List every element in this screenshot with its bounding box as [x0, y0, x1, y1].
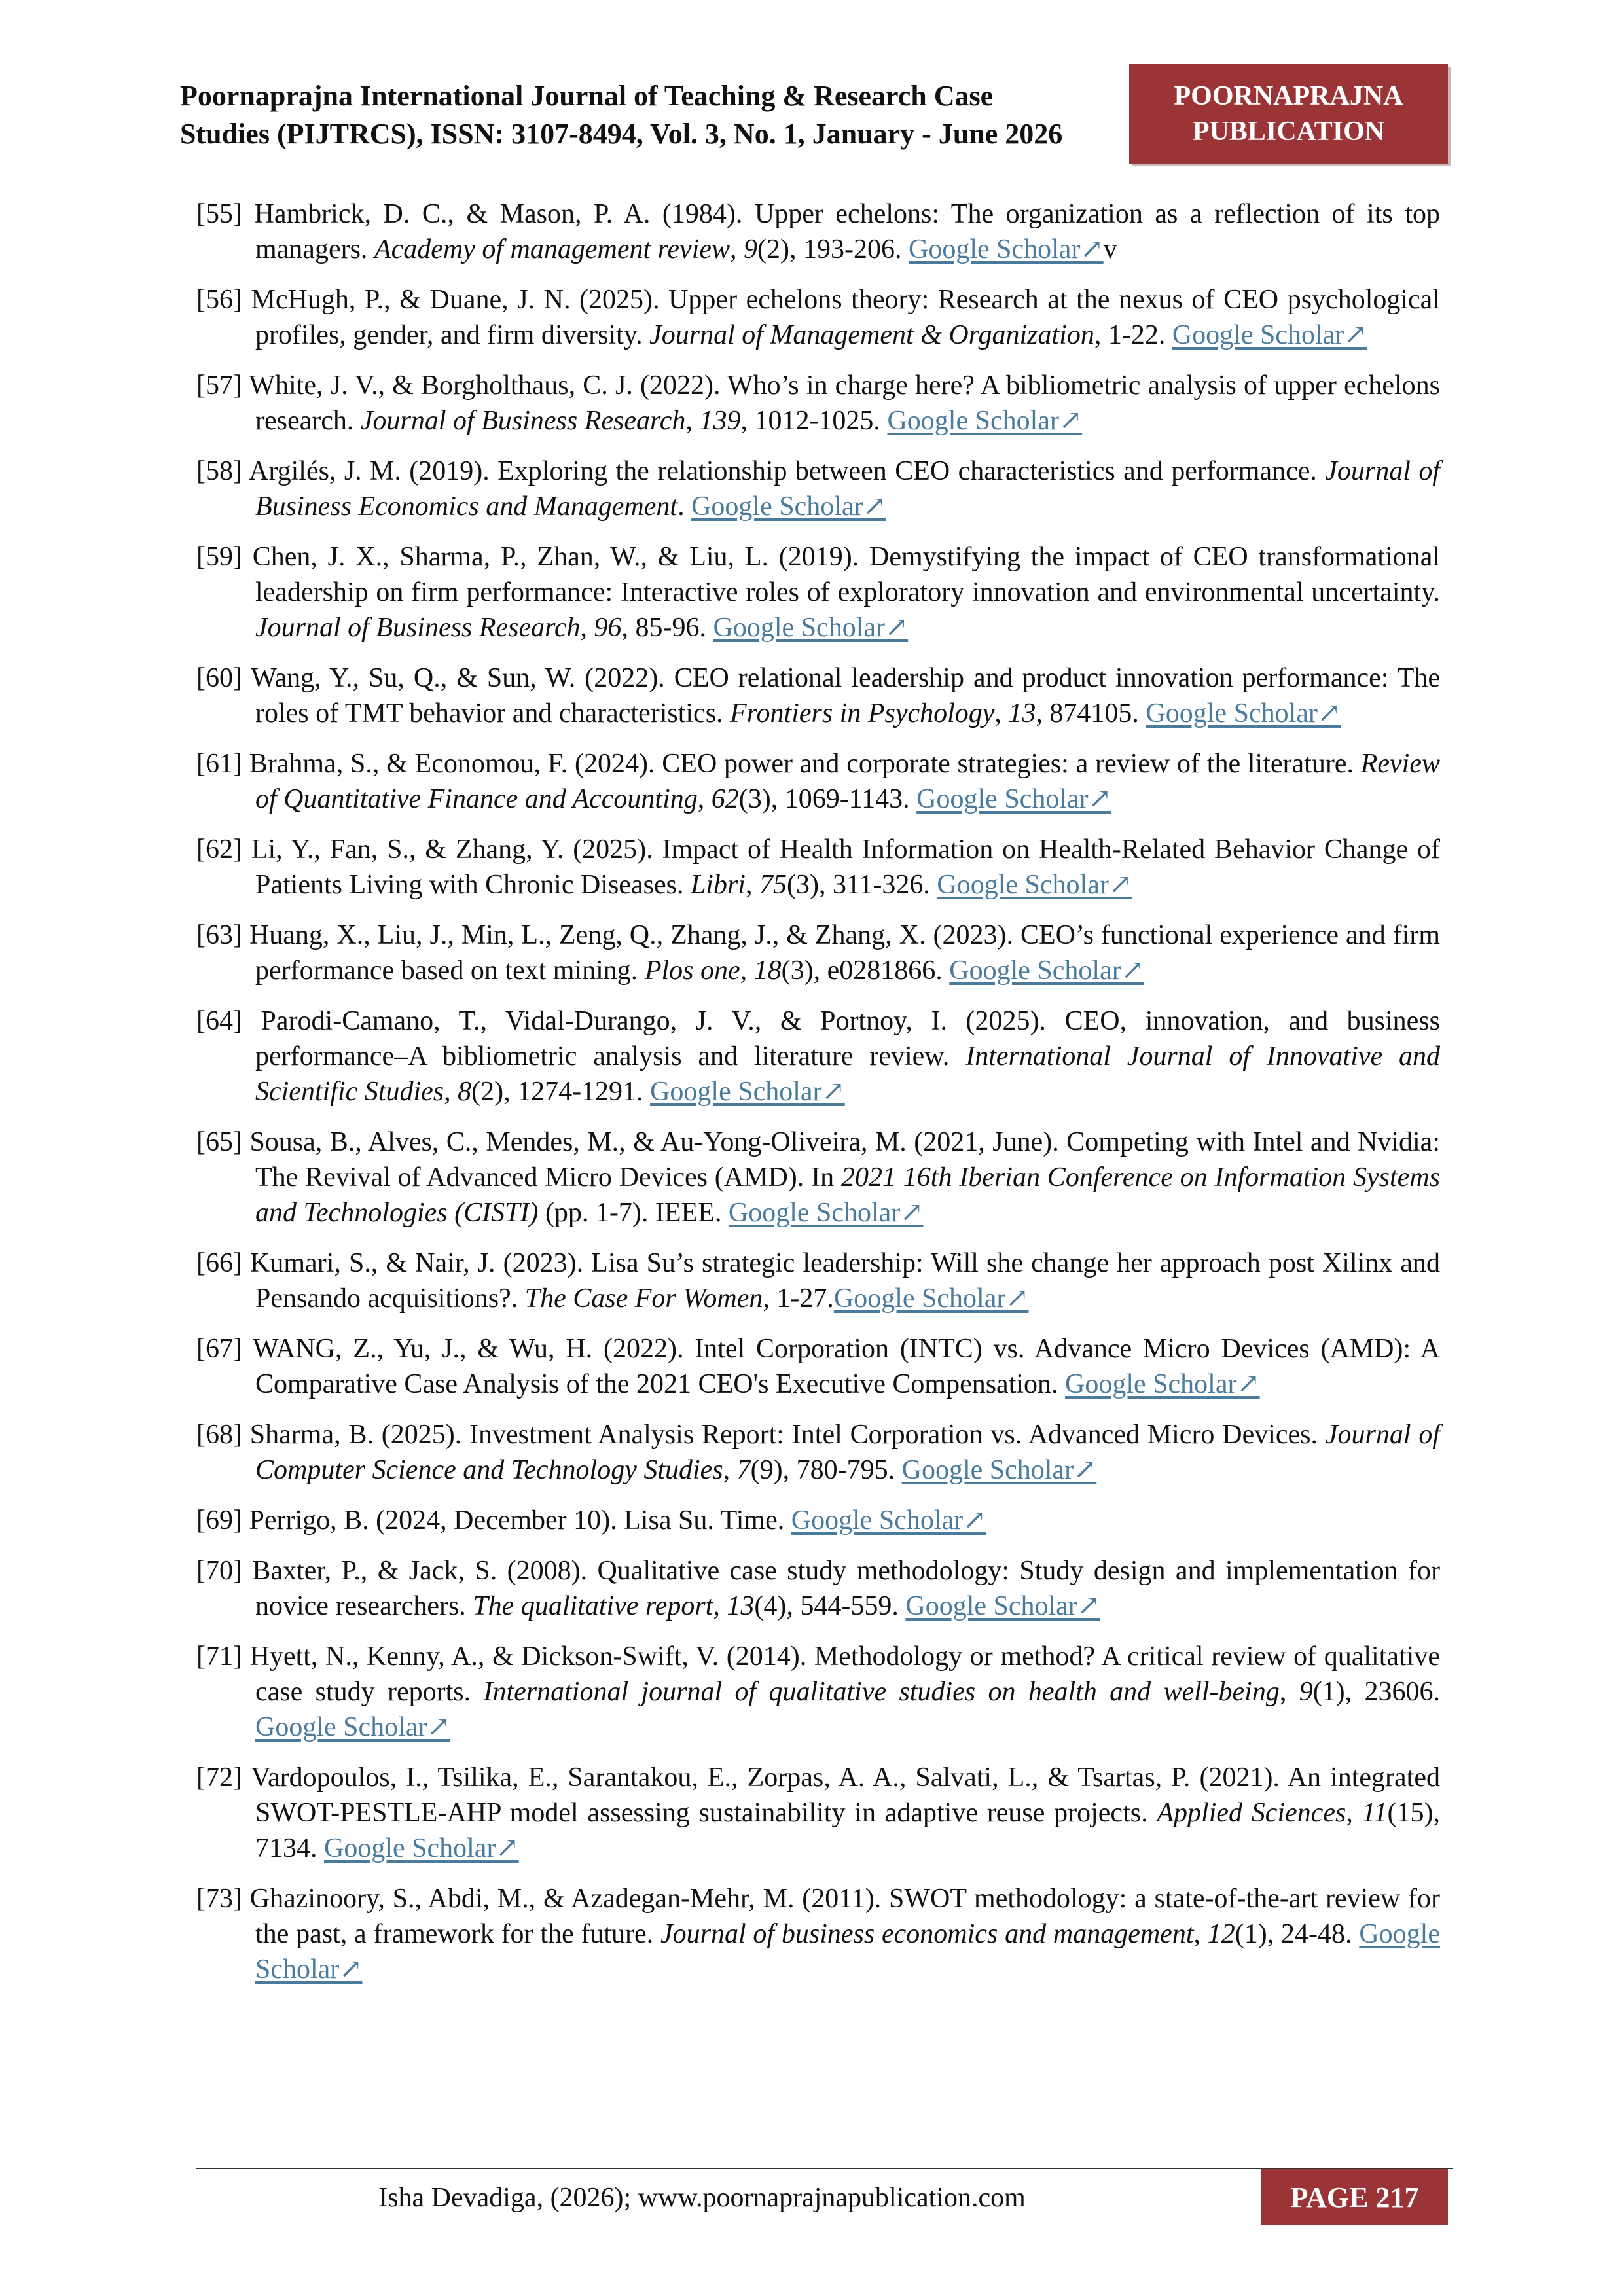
reference-italic-text: Journal of Computer Science and Technology Studies	[255, 1420, 1440, 1485]
reference-italic-text: The Case For Women	[524, 1283, 763, 1314]
reference-entry	[196, 1760, 1440, 1866]
reference-text: (3), e0281866.	[781, 956, 950, 986]
reference-text: [61] Brahma, S., & Economou, F. (2024). CEO power and corporate strategies: a review of the literature.	[196, 749, 1361, 779]
reference-text: .	[677, 492, 692, 522]
google-scholar-link[interactable]: Google Scholar↗	[833, 1283, 1029, 1314]
reference-italic-text: 9	[1299, 1677, 1313, 1707]
reference-text: [66] Kumari, S., & Nair, J. (2023). Lisa Su’s strategic leadership: Will she change her approach post Xilinx and Pensando acquisitions?.	[196, 1248, 1440, 1314]
reference-text: (2), 1274-1291.	[471, 1077, 651, 1107]
reference-italic-text: 9	[744, 234, 758, 264]
reference-text: ,	[1346, 1798, 1362, 1828]
reference-text: [60] Wang, Y., Su, Q., & Sun, W. (2022). CEO relational leadership and product innovation performance: The roles of TMT behavior and characteristics.	[196, 663, 1440, 728]
reference-text: ,	[580, 613, 594, 643]
reference-italic-text: Frontiers in Psychology	[730, 698, 995, 728]
reference-text: [63] Huang, X., Liu, J., Min, L., Zeng, Q., Zhang, J., & Zhang, X. (2023). CEO’s functional experience and firm performance based on text mining.	[196, 920, 1440, 986]
google-scholar-link[interactable]: Google Scholar↗	[728, 1198, 924, 1228]
reference-text: ,	[1279, 1677, 1299, 1707]
reference-italic-text: 2021 16th Iberian Conference on Information Systems and Technologies (CISTI)	[255, 1162, 1440, 1228]
google-scholar-link[interactable]: Google Scholar↗	[949, 956, 1144, 986]
reference-entry	[196, 1553, 1440, 1624]
reference-text: [58] Argilés, J. M. (2019). Exploring the relationship between CEO characteristics and performance.	[196, 456, 1326, 486]
reference-entry	[196, 1003, 1440, 1109]
google-scholar-link[interactable]: Google Scholar↗	[691, 492, 886, 522]
reference-entry	[196, 746, 1440, 817]
reference-italic-text: Journal of Business Research	[255, 613, 581, 643]
reference-text: (1), 24-48.	[1235, 1919, 1360, 1949]
reference-italic-text: Journal of Business Economics and Management	[255, 456, 1440, 522]
reference-italic-text: Academy of management review	[374, 234, 731, 264]
reference-text: (pp. 1-7). IEEE.	[538, 1198, 729, 1228]
reference-text: ,	[730, 234, 744, 264]
google-scholar-link[interactable]: Google Scholar↗	[255, 1919, 1440, 1984]
reference-text: [68] Sharma, B. (2025). Investment Analysis Report: Intel Corporation vs. Advanced Micro Devices.	[196, 1420, 1326, 1450]
reference-text: [55] Hambrick, D. C., & Mason, P. A. (1984). Upper echelons: The organization as a reflection of its top managers.	[196, 199, 1440, 264]
reference-text: (9), 780-795.	[750, 1455, 902, 1485]
reference-italic-text: 13	[727, 1591, 755, 1621]
google-scholar-link[interactable]: Google Scholar↗	[887, 406, 1083, 436]
reference-text: ,	[444, 1077, 458, 1107]
reference-text: , 1-22.	[1094, 320, 1172, 350]
journal-title-line2: Studies (PIJTRCS), ISSN: 3107-8494, Vol. 3, No. 1, January - June 2026	[180, 118, 1063, 150]
publisher-badge-line2: PUBLICATION	[1192, 117, 1385, 147]
reference-text: ,	[745, 870, 759, 900]
reference-text: (1), 23606.	[1312, 1677, 1441, 1707]
reference-text: (15), 7134.	[255, 1798, 1441, 1863]
reference-italic-text: 11	[1362, 1798, 1388, 1828]
reference-entry	[196, 282, 1440, 353]
publisher-badge	[1129, 64, 1448, 164]
reference-text: [56] McHugh, P., & Duane, J. N. (2025). Upper echelons theory: Research at the nexus of CEO psychological profiles, gender, and firm diversity.	[196, 285, 1440, 350]
reference-entry	[196, 832, 1440, 903]
reference-text: , 874105.	[1036, 698, 1146, 728]
reference-text: (4), 544-559.	[754, 1591, 906, 1621]
reference-italic-text: 75	[759, 870, 787, 900]
reference-italic-text: Libri	[690, 870, 746, 900]
reference-text: [62] Li, Y., Fan, S., & Zhang, Y. (2025). Impact of Health Information on Health-Related Behavior Change of Patients Living with Chronic Diseases.	[196, 834, 1440, 900]
reference-italic-text: 7	[736, 1455, 751, 1485]
reference-entry	[196, 1417, 1440, 1488]
reference-text: (3), 1069-1143.	[738, 784, 917, 814]
reference-entry	[196, 660, 1440, 731]
reference-italic-text: International Journal of Innovative and Scientific Studies	[255, 1041, 1440, 1107]
reference-italic-text: 139	[699, 406, 741, 436]
reference-text: [71] Hyett, N., Kenny, A., & Dickson-Swift, V. (2014). Methodology or method? A critical review of qualitative case study reports.	[196, 1641, 1440, 1707]
reference-text: [65] Sousa, B., Alves, C., Mendes, M., & Au-Yong-Oliveira, M. (2021, June). Competing with Intel and Nvidia: The Revival of Advanced Micro Devices (AMD). In	[196, 1127, 1440, 1193]
reference-italic-text: 62	[711, 784, 739, 814]
page-number-badge: PAGE 217	[1261, 2169, 1448, 2225]
reference-text: [59] Chen, J. X., Sharma, P., Zhan, W., & Liu, L. (2019). Demystifying the impact of CEO transformational leadership on firm performance: Interactive roles of exploratory innovation and environmental uncertainty.	[196, 542, 1440, 607]
reference-entry	[196, 918, 1440, 988]
reference-entry	[196, 1124, 1440, 1230]
reference-italic-text: Journal of business economics and management	[660, 1919, 1194, 1949]
reference-italic-text: Applied Sciences	[1157, 1798, 1346, 1828]
reference-italic-text: International journal of qualitative studies on health and well-being	[483, 1677, 1280, 1707]
reference-text: ,	[697, 784, 712, 814]
reference-entry	[196, 539, 1440, 645]
google-scholar-link[interactable]: Google Scholar↗	[901, 1455, 1097, 1485]
reference-entry	[196, 1331, 1440, 1402]
google-scholar-link[interactable]: Google Scholar↗	[937, 870, 1132, 900]
google-scholar-link[interactable]: Google Scholar↗	[1146, 698, 1341, 728]
reference-entry	[196, 368, 1440, 439]
reference-text: (2), 193-206.	[757, 234, 909, 264]
reference-text: (3), 311-326.	[786, 870, 937, 900]
reference-text: ,	[723, 1455, 737, 1485]
reference-entry	[196, 1503, 1440, 1538]
reference-text: ,	[713, 1591, 727, 1621]
reference-italic-text: 18	[753, 956, 782, 986]
journal-header	[180, 77, 1136, 153]
reference-italic-text: Review of Quantitative Finance and Accounting	[255, 749, 1440, 814]
reference-text: , 1-27.	[763, 1283, 834, 1314]
reference-text: [72] Vardopoulos, I., Tsilika, E., Sarantakou, E., Zorpas, A. A., Salvati, L., & Tsartas, P. (2021). An integrated SWOT-PESTLE-AHP model assessing sustainability in adaptive reuse projects.	[196, 1763, 1440, 1828]
reference-italic-text: Journal of Management & Organization	[649, 320, 1094, 350]
google-scholar-link[interactable]: Google Scholar↗	[1065, 1369, 1260, 1399]
reference-text: ,	[740, 956, 754, 986]
google-scholar-link[interactable]: Google Scholar↗	[909, 234, 1104, 264]
reference-italic-text: 96	[594, 613, 622, 643]
publisher-badge-line1: POORNAPRAJNA	[1174, 81, 1403, 111]
reference-text: ,	[1193, 1919, 1208, 1949]
reference-text: v	[1103, 234, 1117, 264]
reference-text: [73] Ghazinoory, S., Abdi, M., & Azadegan-Mehr, M. (2011). SWOT methodology: a state-of-the-art review for the past, a framework for the future.	[196, 1884, 1440, 1949]
reference-list	[196, 196, 1440, 2002]
reference-italic-text: 13	[1008, 698, 1036, 728]
reference-text: [70] Baxter, P., & Jack, S. (2008). Qualitative case study methodology: Study design and implementation for novice researchers.	[196, 1556, 1440, 1621]
reference-italic-text: 12	[1207, 1919, 1235, 1949]
google-scholar-link[interactable]: Google Scholar↗	[713, 613, 909, 643]
journal-title-line1: Poornaprajna International Journal of Teaching & Research Case	[180, 80, 994, 112]
google-scholar-link[interactable]: Google Scholar↗	[650, 1077, 845, 1107]
reference-entry	[196, 1881, 1440, 1987]
reference-text: , 85-96.	[621, 613, 713, 643]
reference-text: ,	[685, 406, 700, 436]
footer-citation: Isha Devadiga, (2026); www.poornaprajnapublication.com	[378, 2183, 1026, 2213]
google-scholar-link[interactable]: Google Scholar↗	[324, 1833, 519, 1863]
reference-entry	[196, 1246, 1440, 1316]
reference-italic-text: 8	[458, 1077, 472, 1107]
google-scholar-link[interactable]: Google Scholar↗	[255, 1712, 450, 1742]
google-scholar-link[interactable]: Google Scholar↗	[791, 1505, 986, 1535]
reference-text: [64] Parodi-Camano, T., Vidal-Durango, J. V., & Portnoy, I. (2025). CEO, innovation, and business performance–A bibliometric analysis and literature review.	[196, 1006, 1440, 1071]
reference-text: , 1012-1025.	[740, 406, 888, 436]
reference-entry	[196, 1639, 1440, 1745]
reference-italic-text: Plos one	[644, 956, 740, 986]
reference-text: [57] White, J. V., & Borgholthaus, C. J. (2022). Who’s in charge here? A bibliometric analysis of upper echelons research.	[196, 370, 1440, 436]
google-scholar-link[interactable]: Google Scholar↗	[1172, 320, 1367, 350]
reference-text: [67] WANG, Z., Yu, J., & Wu, H. (2022). Intel Corporation (INTC) vs. Advance Micro Devices (AMD): A Comparative Case Analysis of the 2021 CEO's Executive Compensation.	[196, 1334, 1440, 1399]
google-scholar-link[interactable]: Google Scholar↗	[916, 784, 1111, 814]
reference-entry	[196, 454, 1440, 524]
reference-entry	[196, 196, 1440, 267]
reference-italic-text: Journal of Business Research	[360, 406, 686, 436]
reference-text: ,	[994, 698, 1009, 728]
google-scholar-link[interactable]: Google Scholar↗	[905, 1591, 1100, 1621]
reference-text: [69] Perrigo, B. (2024, December 10). Lisa Su. Time.	[196, 1505, 791, 1535]
reference-italic-text: The qualitative report	[473, 1591, 713, 1621]
